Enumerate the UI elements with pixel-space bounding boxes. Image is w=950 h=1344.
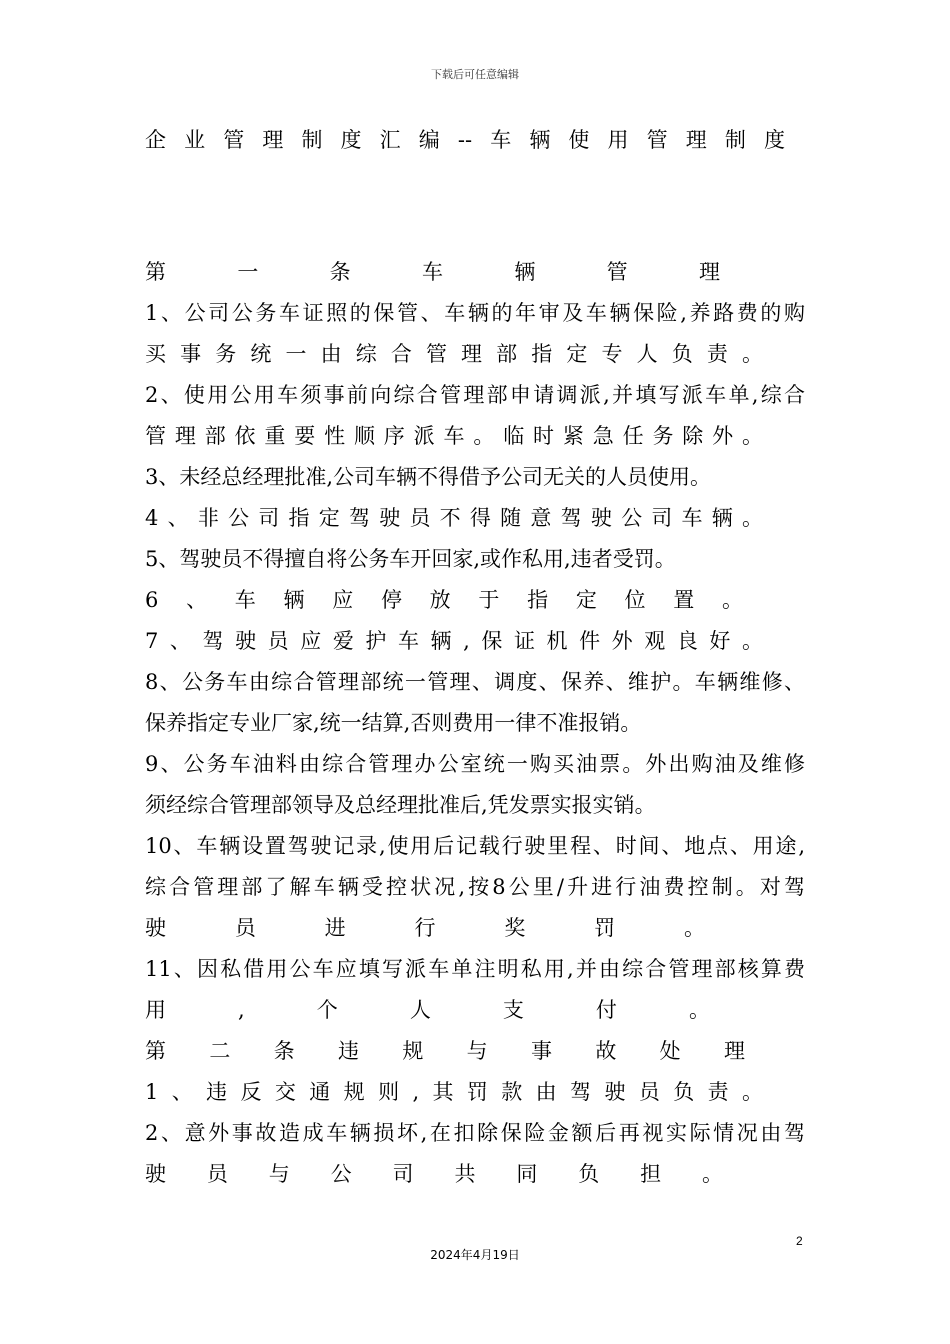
document-body: [145, 252, 805, 1195]
text-line: 7、驾驶员应爱护车辆,保证机件外观良好。: [145, 629, 763, 653]
text-line: 5、驾驶员不得擅自将公务车开回家,或作私用,违者受罚。: [145, 547, 676, 571]
footer-date: 2024年4月19日: [430, 1248, 520, 1262]
text-line: 3、未经总经理批准,公司车辆不得借予公司无关的人员使用。: [145, 465, 712, 489]
text-line: 管理部依重要性顺序派车。临时紧急任务除外。: [145, 424, 763, 448]
text-line: 买事务统一由综合管理部指定专人负责。: [145, 342, 763, 366]
text-line: 4、非公司指定驾驶员不得随意驾驶公司车辆。: [145, 506, 763, 530]
article-heading: 第一条车辆管理: [145, 260, 720, 284]
page-number: 2: [796, 1234, 803, 1248]
text-line: 10、车辆设置驾驶记录,使用后记载行驶里程、时间、地点、用途,: [145, 834, 805, 858]
text-line: 9、公务车油料由综合管理办公室统一购买油票。外出购油及维修: [145, 752, 805, 776]
text-line: 11、因私借用公车应填写派车单注明私用,并由综合管理部核算费: [145, 957, 805, 981]
text-line: 驶员与公司共同负担。: [145, 1162, 723, 1186]
text-line: 驶员进行奖罚。: [145, 916, 705, 940]
text-line: 2、意外事故造成车辆损坏,在扣除保险金额后再视实际情况由驾: [145, 1121, 805, 1145]
text-line: 2、使用公用车须事前向综合管理部申请调派,并填写派车单,综合: [145, 383, 805, 407]
text-line: 综合管理部了解车辆受控状况,按8公里/升进行油费控制。对驾: [145, 875, 805, 899]
text-line: 保养指定专业厂家,统一结算,否则费用一律不准报销。: [145, 711, 642, 735]
text-line: 用,个人支付。: [145, 998, 710, 1022]
text-line: 6、车辆应停放于指定位置。: [145, 588, 743, 612]
text-line: 8、公务车由综合管理部统一管理、调度、保养、维护。车辆维修、: [145, 670, 805, 694]
text-line: 1、公司公务车证照的保管、车辆的年审及车辆保险,养路费的购: [145, 301, 805, 325]
text-line: 1、违反交通规则,其罚款由驾驶员负责。: [145, 1080, 763, 1104]
article-heading: 第二条违规与事故处理: [145, 1039, 745, 1063]
header-note: 下载后可任意编辑: [431, 68, 519, 81]
text-line: 须经综合管理部领导及总经理批准后,凭发票实报实销。: [145, 793, 656, 817]
document-title: 企业管理制度汇编--车辆使用管理制度: [145, 128, 785, 152]
